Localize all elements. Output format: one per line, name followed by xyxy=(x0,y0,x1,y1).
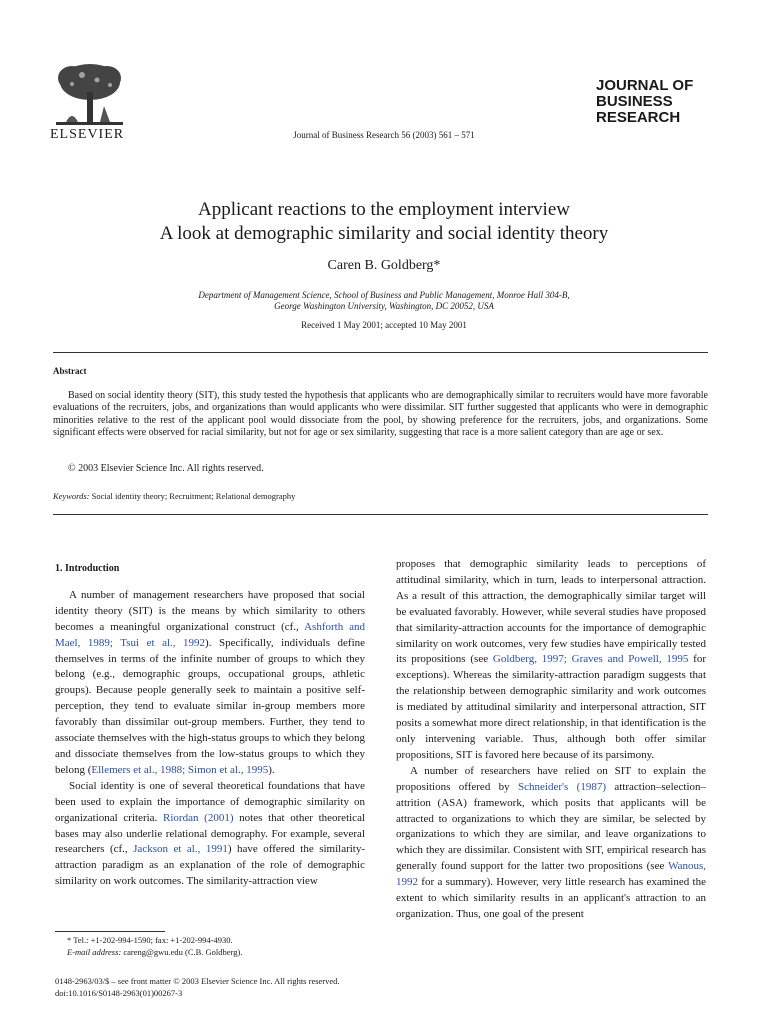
affiliation-line: George Washington University, Washington, DC 20052, USA xyxy=(274,301,494,311)
footnote xyxy=(55,934,365,958)
email-label: E-mail address: xyxy=(67,947,122,957)
text: A number of researchers have relied on SIT to explain the propositions offered by xyxy=(396,764,706,793)
publisher-name: ELSEVIER xyxy=(50,127,125,142)
title-line: Applicant reactions to the employment interview xyxy=(198,199,570,220)
page-footer xyxy=(55,975,340,999)
divider xyxy=(53,352,708,353)
footnote-email xyxy=(55,946,365,958)
journal-logo-line: JOURNAL OF xyxy=(596,77,694,94)
citation-link[interactable]: Jackson et al., 1991 xyxy=(133,843,228,856)
text: proposes that demographic similarity leads to perceptions of attitudinal similarity, which in turn, leads to interpersonal attraction. As a result of this attraction, the demographically similar target will be evaluated favorably. However, while several studies have proposed that similarity-attraction accounts for the importance of demographic similarity on work outcomes, very few studies have empirically tested its propositions (see xyxy=(396,558,706,666)
footnote-divider xyxy=(55,931,165,932)
text: for exceptions). Whereas the similarity-attraction paradigm suggests that the relationship between demographic similarity and work outcomes is mediated by attitudinal similarity and interpersonal attraction, SIT posits a somewhat more direct relationship, in that identification is the only intervening variable. Thus, although both offer similar propositions, SIT is favored here because of its parsimony. xyxy=(396,653,706,761)
text: ) have offered the similarity-attraction paradigm as an explanation of the role of demographic similarity on work outcomes. The similarity-attraction view xyxy=(55,843,366,888)
paragraph xyxy=(55,779,365,890)
abstract-copyright: © 2003 Elsevier Science Inc. All rights reserved. xyxy=(68,463,264,474)
left-column xyxy=(55,557,365,890)
footnote-contact: * Tel.: +1-202-994-1590; fax: +1-202-994-4930. xyxy=(67,935,233,945)
article-title xyxy=(0,198,768,246)
affiliation xyxy=(0,290,768,312)
citation-link[interactable]: Riordan (2001) xyxy=(163,811,234,824)
text: A number of management researchers have proposed that social identity theory (SIT) is the means by which similarity to others becomes a meaningful organizational construct (cf., xyxy=(55,588,365,633)
elsevier-tree-logo xyxy=(52,60,127,130)
citation-link[interactable]: Goldberg, 1997; Graves and Powell, 1995 xyxy=(492,653,689,666)
text: ). Specifically, individuals define themselves in terms of the infinite number of groups to which they belong (e.g., demographic groups, occupational groups, athletic groups). Because people generally seek to maintain a positive self-perception, they tend to evaluate similar in-group members more favorably than dissimilar out-group members. Further, they tend to associate themselves with the high-status groups to which they belong and dissociate themselves from the low-status groups to which they belong ( xyxy=(55,636,366,776)
divider xyxy=(53,514,708,515)
citation-link[interactable]: Schneider's (1987) xyxy=(518,780,606,793)
author-name: Caren B. Goldberg* xyxy=(327,258,441,273)
text: ). xyxy=(268,763,275,776)
subtitle-line: A look at demographic similarity and social identity theory xyxy=(159,223,609,244)
abstract-heading: Abstract xyxy=(53,366,87,376)
keywords-label: Keywords: xyxy=(53,491,90,501)
journal-logo-line: BUSINESS xyxy=(596,93,673,110)
keywords xyxy=(53,491,295,501)
keywords-text: Social identity theory; Recruitment; Relational demography xyxy=(91,491,296,501)
text: notes that other theoretical bases may also underlie relational demography. For example, several researchers (cf., xyxy=(55,811,366,856)
received-dates: Received 1 May 2001; accepted 10 May 2001 xyxy=(301,320,467,330)
email-address[interactable]: careng@gwu.edu (C.B. Goldberg). xyxy=(123,947,243,957)
citation-link[interactable]: Ashforth and Mael, 1989; Tsui et al., 1992 xyxy=(55,620,365,649)
paragraph xyxy=(396,764,706,923)
journal-logo xyxy=(596,78,693,126)
paragraph xyxy=(55,588,365,779)
doi-line: doi:10.1016/S0148-2963(01)00267-3 xyxy=(55,988,183,998)
citation-link[interactable]: Wanous, 1992 xyxy=(396,860,706,889)
journal-reference: Journal of Business Research 56 (2003) 561 – 571 xyxy=(293,130,475,140)
journal-logo-line: RESEARCH xyxy=(596,109,681,126)
citation-link[interactable]: Ellemers et al., 1988; Simon et al., 1995 xyxy=(91,763,269,776)
text: Social identity is one of several theoretical foundations that have been used to explain the importance of demographic similarity on organizational criteria. xyxy=(55,779,365,824)
abstract-body: Based on social identity theory (SIT), this study tested the hypothesis that applicants who are demographically similar to recruiters would have more favorable evaluations of the recruiters, jobs, and organizations than would applicants who were dissimilar. SIT further suggested that applicants who were in demographic minorities relative to the rest of the applicant pool would dissociate from the pool, by showing preference for the recruiters, jobs, and organizations. Some significant effects were observed for racial similarity, but not for age or sex similarity, suggesting that race is a more salient category than are age or sex. xyxy=(53,390,708,439)
affiliation-line: Department of Management Science, School of Business and Public Management, Monroe Hall 304-B, xyxy=(198,290,570,300)
right-column xyxy=(396,557,706,923)
paragraph xyxy=(396,557,706,764)
issn-line: 0148-2963/03/$ – see front matter © 2003 Elsevier Science Inc. All rights reserved. xyxy=(55,976,340,986)
text: attraction–selection–attrition (ASA) framework, which posits that applicants will be attracted to organizations to which they are similar, be selected by organizations to which they are similar, and leave organizations to which they are dissimilar. Consistent with SIT, empirical research has generally found support for the latter two propositions (see xyxy=(396,780,706,873)
section-heading: 1. Introduction xyxy=(55,563,120,574)
text: for a summary). However, very little research has examined the extent to which similarity results in an applicant's attraction to an organization. Thus, one goal of the present xyxy=(396,876,706,920)
